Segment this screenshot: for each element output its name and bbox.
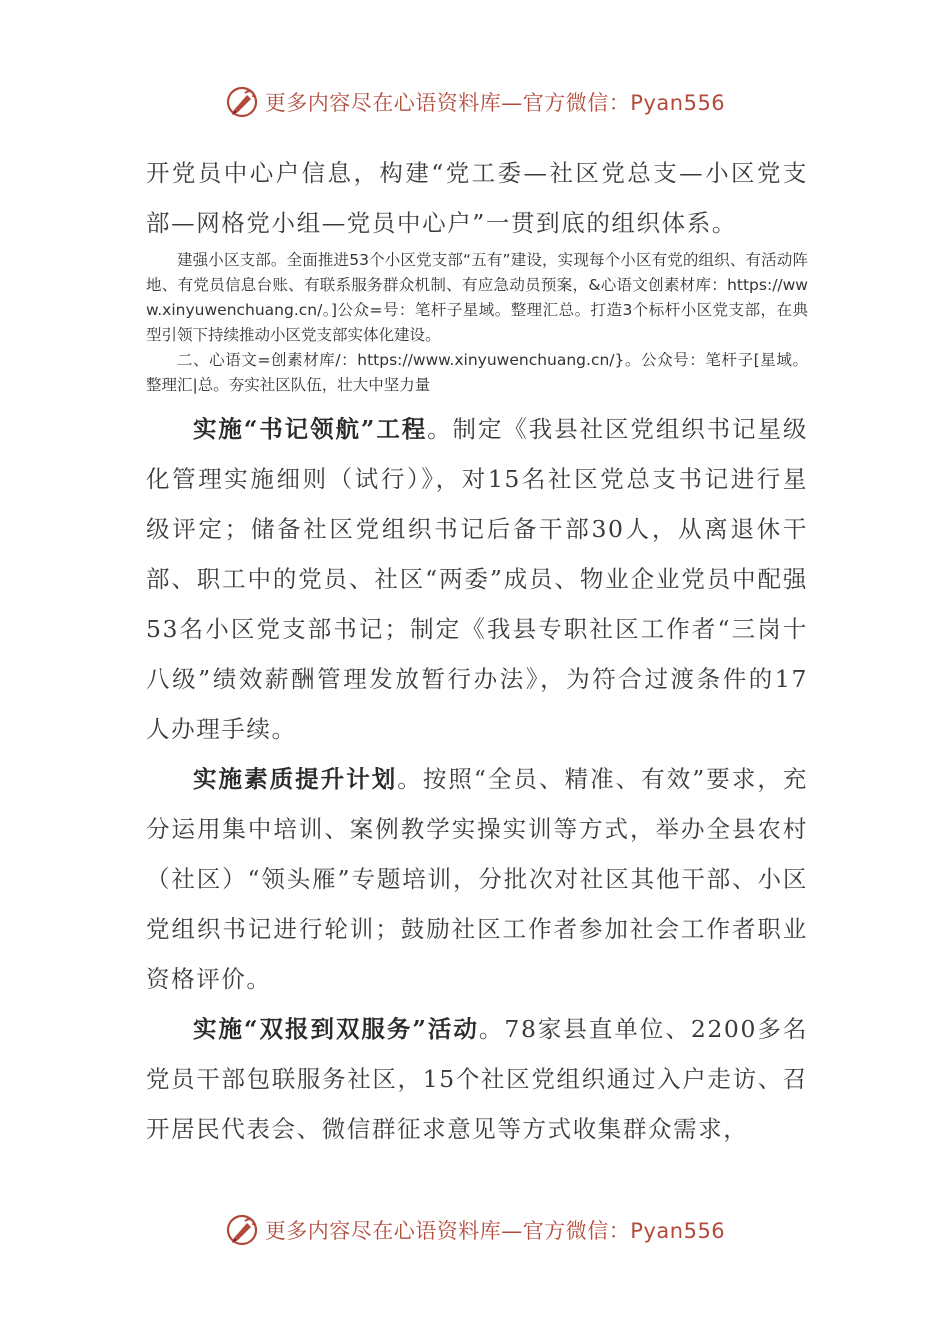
- paragraph-double-report-heading: 实施“双报到双服务”活动: [193, 1015, 479, 1043]
- paragraph-small-2: 二、心语文=创素材库/：https://www.xinyuwenchuang.cn/}。公众号：笔杆子[星域。整理汇|总。夯实社区队伍，壮大中坚力量: [146, 351, 808, 394]
- paragraph-double-report: [146, 1004, 808, 1154]
- paragraph-secretary-text: 。制定《我县社区党组织书记星级化管理实施细则（试行）》，对15名社区党总支书记进行星级评定；储备社区党组织书记后备干部30人，从离退休干部、职工中的党员、社区“两委”成员、物业企业党员中配强53名小区党支部书记；制定《我县专职社区工作者“三岗十八级”绩效薪酬管理发放暂行办法》，为符合过渡条件的17人办理手续。: [146, 415, 808, 743]
- document-body: [146, 148, 808, 1154]
- paragraph-quality-text: 。按照“全员、精准、有效”要求，充分运用集中培训、案例教学实操实训等方式，举办全县农村（社区）“领头雁”专题培训，分批次对社区其他干部、小区党组织书记进行轮训；鼓励社区工作者参加社会工作者职业资格评价。: [146, 765, 808, 993]
- pen-nib-logo-icon: [225, 85, 259, 119]
- footer-banner-text: 更多内容尽在心语资料库—官方微信：Pyan556: [264, 1219, 726, 1243]
- header-banner-text: 更多内容尽在心语资料库—官方微信：Pyan556: [264, 91, 726, 115]
- small-text-block: [146, 248, 808, 398]
- paragraph-continuation: 开党员中心户信息，构建“党工委—社区党总支—小区党支部—网格党小组—党员中心户”一贯到底的组织体系。: [146, 159, 808, 237]
- paragraph-secretary-heading: 实施“书记领航”工程: [193, 415, 428, 443]
- paragraph-quality-heading: 实施素质提升计划: [193, 765, 398, 793]
- paragraph-double-report-text: 。78家县直单位、2200多名党员干部包联服务社区，15个社区党组织通过入户走访、召开居民代表会、微信群征求意见等方式收集群众需求，: [146, 1015, 808, 1143]
- paragraph-quality: [146, 754, 808, 1004]
- pen-nib-logo-icon: [225, 1213, 259, 1247]
- paragraph-secretary: [146, 404, 808, 754]
- paragraph-small-1: 建强小区支部。全面推进53个小区党支部“五有”建设，实现每个小区有党的组织、有活动阵地、有党员信息台账、有联系服务群众机制、有应急动员预案，&心语文创素材库：https://www.xinyuwenchuang.cn/。]公众=号：笔杆子星域。整理汇总。打造3个标杆小区党支部，在典型引领下持续推动小区党支部实体化建设。: [146, 251, 808, 344]
- header-banner: [0, 80, 950, 124]
- footer-banner: [0, 1208, 950, 1252]
